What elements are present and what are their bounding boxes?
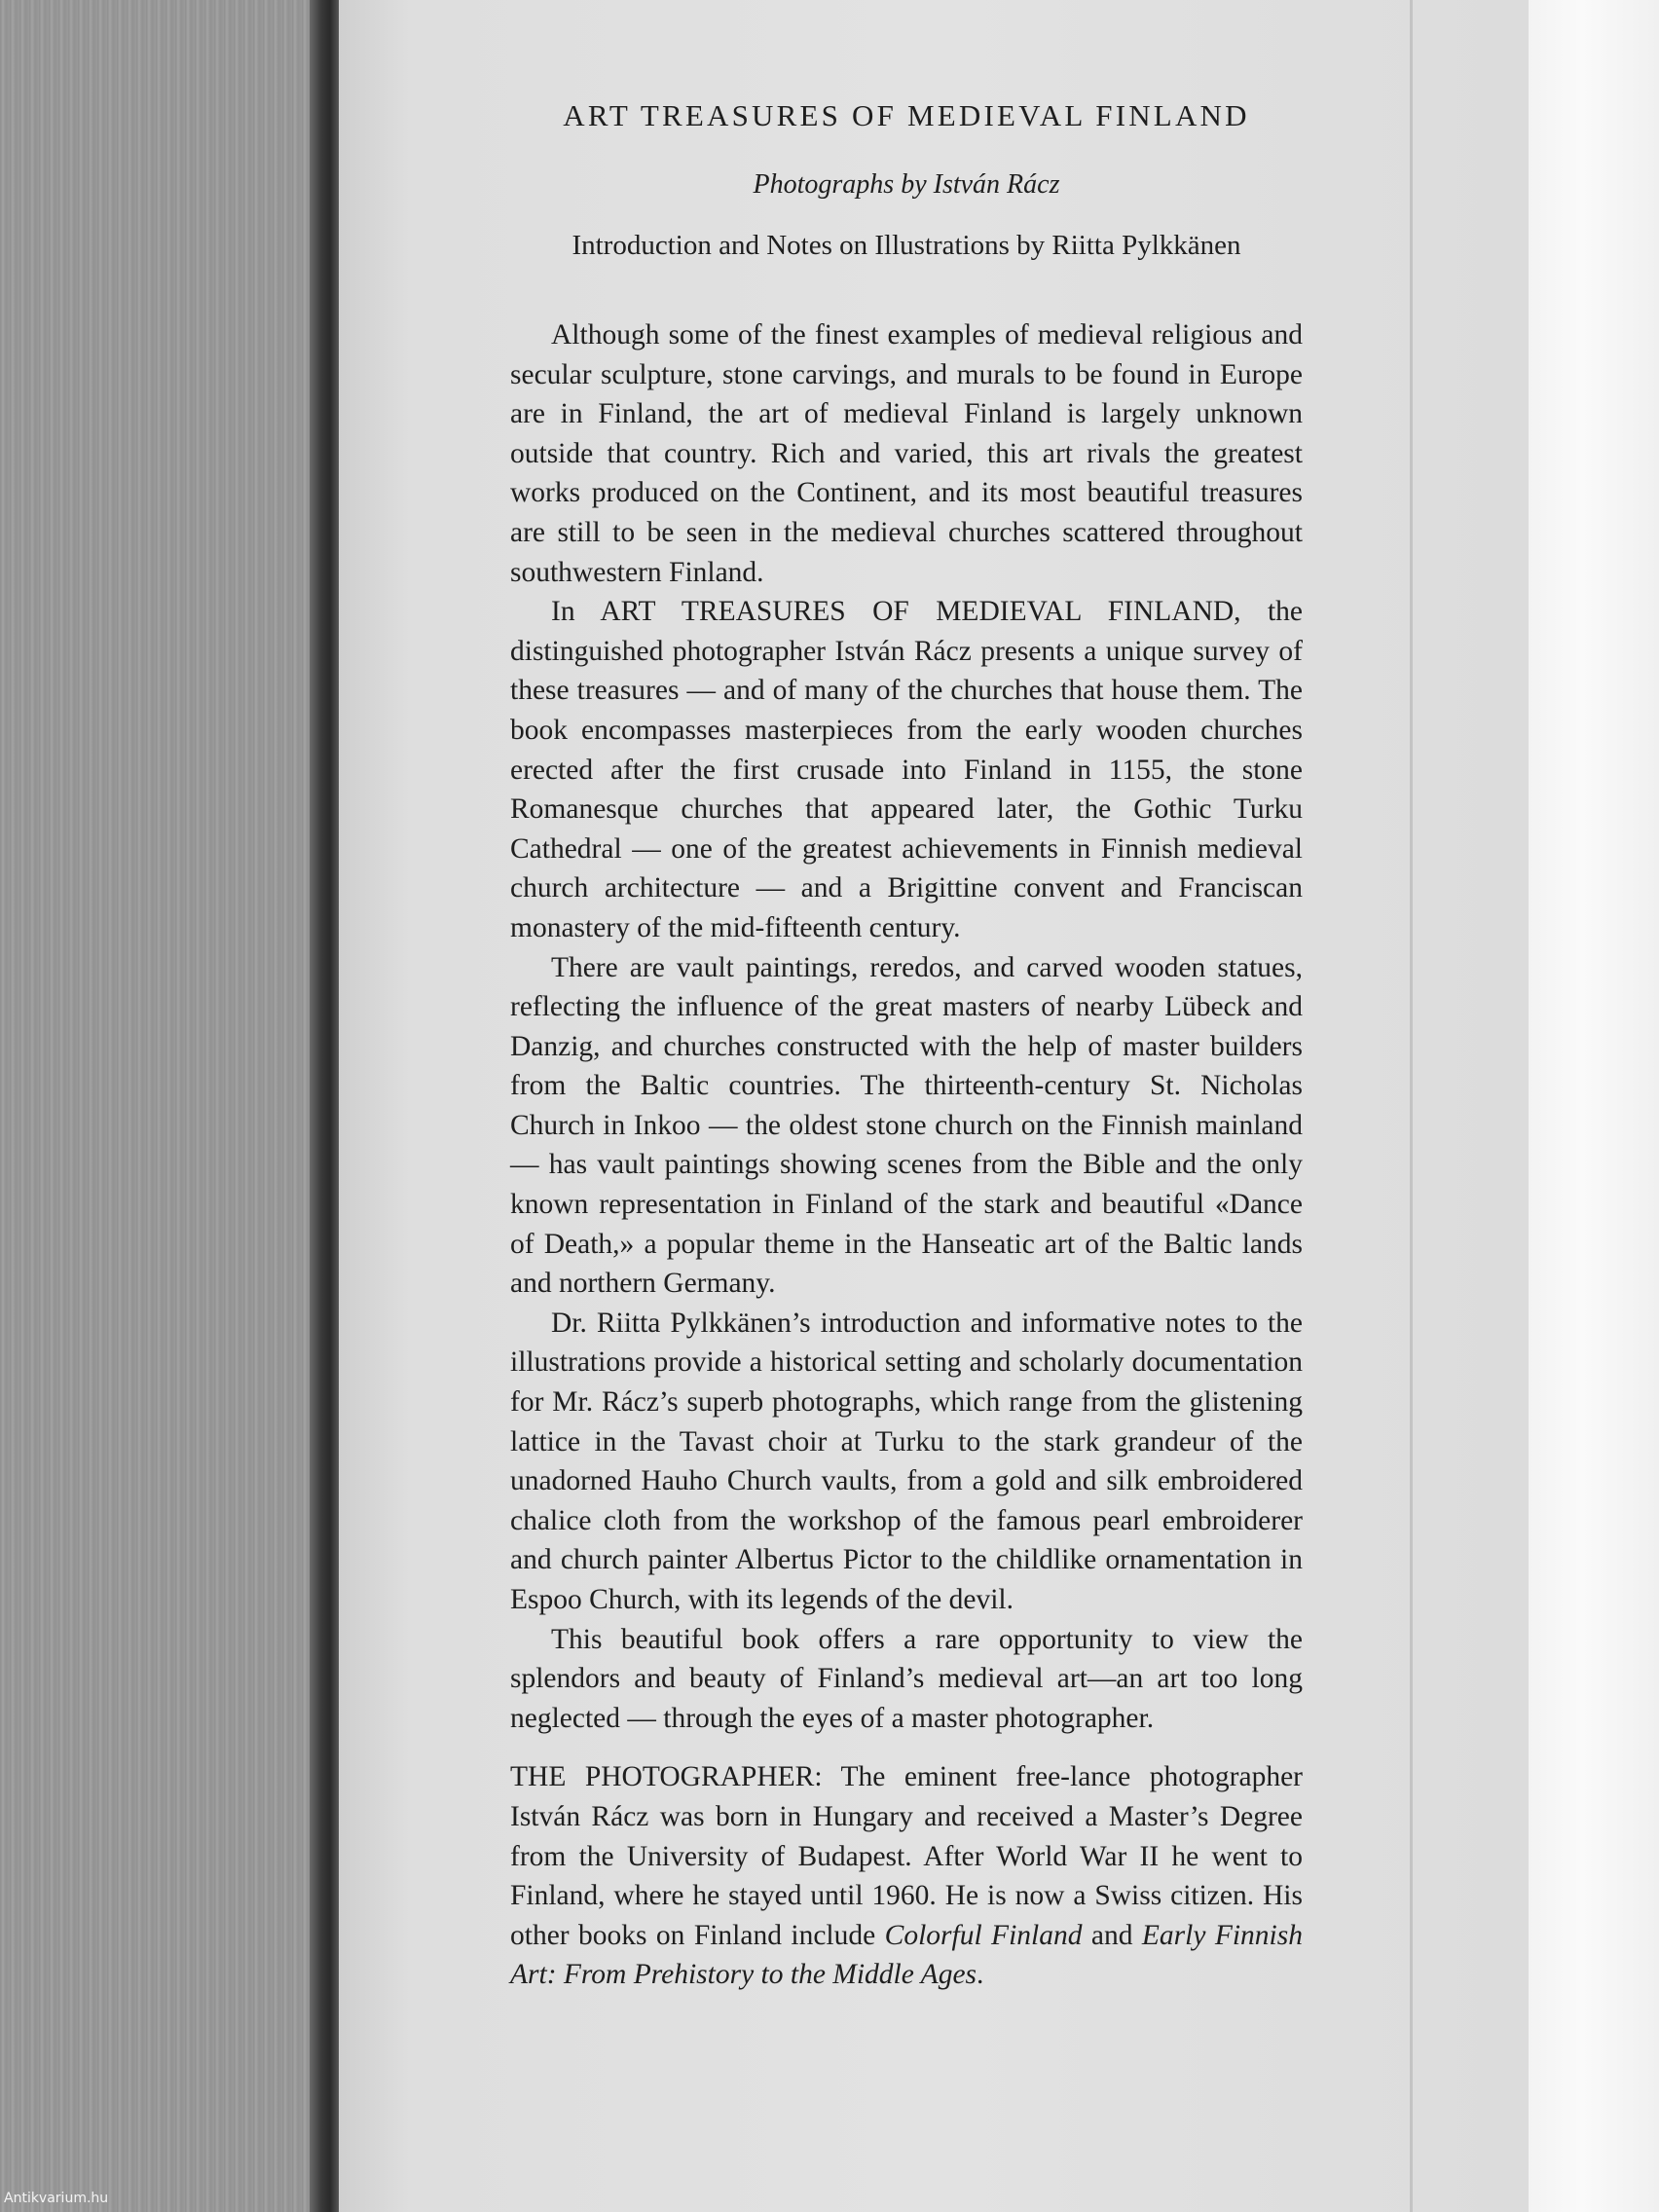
watermark: Antikvarium.hu (4, 2191, 109, 2206)
introduction-credit: Introduction and Notes on Illustrations by Riitta Pylkkänen (571, 230, 1241, 261)
book-title-colorful-finland: Colorful Finland (884, 1919, 1083, 1951)
paragraph-4: Dr. Riitta Pylkkänen’s introduction and informative notes to the illustrations provide a historical setting and scholarly documentation for Mr. Rácz’s superb photographs, which range from the glistening lattice in the Tavast choir at Turku to the stark grandeur of the unadorned Hauho Church vaults, from a gold and silk embroidered chalice cloth from the workshop of the famous pearl embroiderer and church painter Albertus Pictor to the childlike ornamentation in Espoo Church, with its legends of the devil. (510, 1307, 1303, 1615)
book-title-early-finnish-art: Early Finnish Art: From Prehistory to the Middle Ages (510, 1919, 1303, 1991)
connector-text: and (1082, 1919, 1142, 1951)
end-punctuation: . (977, 1959, 984, 1991)
flap-text (510, 93, 1303, 1995)
paragraph-3: There are vault paintings, reredos, and carved wooden statues, reflecting the influence of the great masters of nearby Lübeck and Danzig, and churches constructed with the help of master builders from the Baltic countries. The thirteenth-century St. Nicholas Church in Inkoo — the oldest stone church on the Finnish mainland — has vault paintings showing scenes from the Bible and the only known representation in Finland of the stark and beautiful «Dance of Death,» a popular theme in the Hanseatic art of the Baltic lands and northern Germany. (510, 951, 1303, 1300)
photographer-heading: THE PHOTOGRAPHER (510, 1761, 815, 1793)
spine-edge (310, 0, 339, 2212)
photographer-bio (510, 1757, 1303, 1995)
right-page-strip (1529, 0, 1659, 2212)
paragraph-5: This beautiful book offers a rare opportunity to view the splendors and beauty of Finland’s medieval art—an art too long neglected — through the eyes of a master photographer. (510, 1623, 1303, 1734)
book-title: ART TREASURES OF MEDIEVAL FINLAND (563, 98, 1250, 132)
paragraph-1: Although some of the finest examples of medieval religious and secular sculpture, stone carvings, and murals to be found in Europe are in Finland, the art of medieval Finland is largely unknown outside that country. Rich and varied, this art rivals the greatest works produced on the Continent, and its most beautiful treasures are still to be seen in the medieval churches scattered throughout southwestern Finland. (510, 319, 1303, 588)
fold-line (1410, 0, 1413, 2212)
book-spine-background (0, 0, 321, 2212)
photographer-text: : The eminent free-lance photographer István Rácz was born in Hungary and received a Master’s Degree from the University of Budapest. After World War II he went to Finland, where he stayed until 1960. He is now a Swiss citizen. His other books on Finland include (510, 1761, 1303, 1951)
photographs-credit: Photographs by István Rácz (753, 169, 1060, 200)
paragraph-2: In ART TREASURES OF MEDIEVAL FINLAND, the distinguished photographer István Rácz presents a unique survey of these treasures — and of many of the churches that house them. The book encompasses masterpieces from the early wooden churches erected after the first crusade into Finland in 1155, the stone Romanesque churches that appeared later, the Gothic Turku Cathedral — one of the greatest achievements in Finnish medieval church architecture — and a Brigittine convent and Franciscan monastery of the mid-fifteenth century. (510, 596, 1303, 943)
